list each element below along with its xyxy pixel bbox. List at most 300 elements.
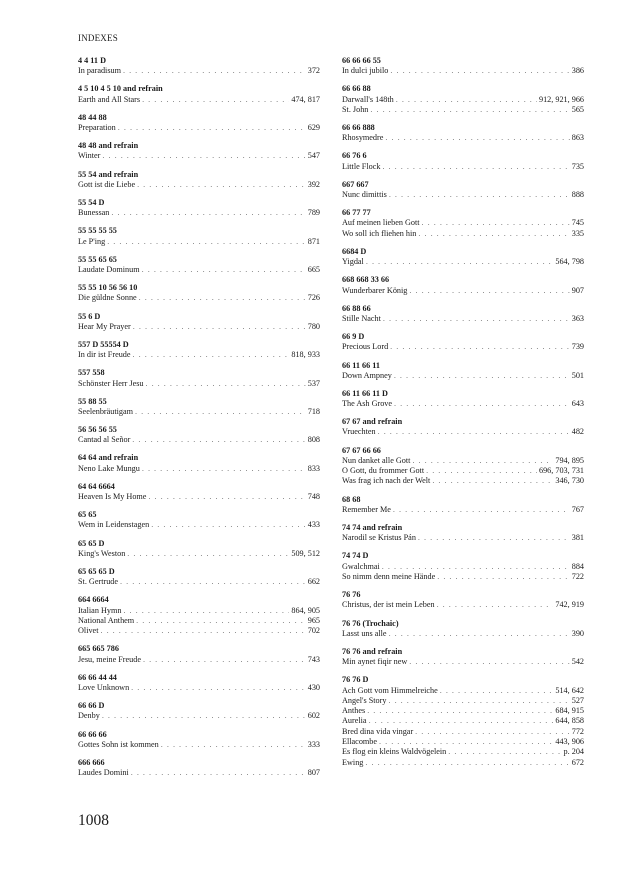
- dot-leader: [127, 549, 289, 559]
- page-reference: 863: [571, 133, 584, 143]
- tune-name: Denby: [78, 711, 100, 721]
- page-reference: 888: [571, 190, 584, 200]
- page-reference: 748: [307, 492, 320, 502]
- tune-name: Laudes Domini: [78, 768, 129, 778]
- tune-name: Angel's Story: [342, 695, 387, 705]
- page-reference: 509, 512: [291, 548, 320, 558]
- page-reference: 684, 915: [555, 706, 584, 716]
- page-reference: 392: [307, 179, 320, 189]
- meter-group: [78, 312, 320, 333]
- page-reference: 363: [571, 313, 584, 323]
- dot-leader: [390, 342, 570, 352]
- tune-name: Ach Gott vom Himmelreiche: [342, 685, 438, 695]
- meter-group: [78, 397, 320, 418]
- tune-name: Wo soll ich fliehen hin: [342, 228, 417, 238]
- tune-name: Narodil se Kristus Pán: [342, 533, 416, 543]
- tune-name: Rhosymedre: [342, 133, 384, 143]
- tune-entry: [78, 407, 320, 417]
- tune-entry: [342, 427, 584, 437]
- meter-group: [342, 389, 584, 410]
- page-reference: 372: [307, 66, 320, 76]
- tune-name: Bred dina vida vingar: [342, 726, 414, 736]
- tune-name: Anthes: [342, 706, 366, 716]
- meter-heading: 557 558: [78, 368, 105, 378]
- page-reference: 702: [307, 626, 320, 636]
- dot-leader: [137, 180, 306, 190]
- meter-group: [78, 758, 320, 779]
- dot-leader: [366, 257, 554, 267]
- meter-heading: 76 76: [342, 590, 361, 600]
- meter-heading: 4 5 10 4 5 10 and refrain: [78, 84, 163, 94]
- dot-leader: [120, 577, 306, 587]
- dot-leader: [378, 427, 570, 437]
- dot-leader: [382, 562, 570, 572]
- tune-name: Wunderbarer König: [342, 285, 408, 295]
- meter-heading: 55 54 D: [78, 197, 105, 207]
- tune-entry: [78, 95, 320, 105]
- tune-entry: [78, 151, 320, 161]
- tune-entry: [342, 162, 584, 172]
- dot-leader: [394, 371, 570, 381]
- meter-heading: 557 D 55554 D: [78, 339, 129, 349]
- tune-name: Gott ist die Liebe: [78, 179, 136, 189]
- page-reference: 643: [571, 399, 584, 409]
- dot-leader: [426, 466, 537, 476]
- page-reference: 629: [307, 122, 320, 132]
- tune-entry: [342, 218, 584, 228]
- meter-group: [342, 151, 584, 172]
- dot-leader: [143, 655, 306, 665]
- page-reference: 794, 895: [555, 455, 584, 465]
- tune-entry: [78, 208, 320, 218]
- tune-entry: [342, 95, 584, 105]
- dot-leader: [394, 399, 570, 409]
- meter-group: [342, 84, 584, 115]
- dot-leader: [440, 686, 554, 696]
- tune-name: Vruechten: [342, 427, 376, 437]
- page-reference: 665: [307, 264, 320, 274]
- meter-heading: 6684 D: [342, 246, 367, 256]
- dot-leader: [132, 435, 305, 445]
- dot-leader: [133, 350, 290, 360]
- tune-name: Laudate Dominum: [78, 264, 140, 274]
- meter-group: [342, 647, 584, 668]
- dot-leader: [369, 716, 554, 726]
- tune-entry: [342, 286, 584, 296]
- tune-entry: [78, 740, 320, 750]
- meter-heading: 55 55 10 56 56 10: [78, 283, 138, 293]
- dot-leader: [123, 66, 306, 76]
- tune-name: Min aynet fiqir new: [342, 657, 408, 667]
- tune-name: Cantad al Señor: [78, 435, 131, 445]
- dot-leader: [133, 322, 306, 332]
- tune-entry: [78, 123, 320, 133]
- tune-entry: [78, 379, 320, 389]
- page-reference: 514, 642: [555, 685, 584, 695]
- meter-group: [78, 84, 320, 105]
- tune-name: Schönster Herr Jesu: [78, 378, 144, 388]
- tune-entry: [78, 66, 320, 76]
- tune-entry: [78, 293, 320, 303]
- meter-heading: 67 67 66 66: [342, 445, 381, 455]
- meter-heading: 66 66 D: [78, 701, 105, 711]
- meter-heading: 56 56 56 55: [78, 425, 117, 435]
- page-reference: 386: [571, 66, 584, 76]
- dot-leader: [142, 464, 306, 474]
- meter-group: [342, 590, 584, 611]
- tune-entry: [78, 350, 320, 360]
- tune-entry: [342, 190, 584, 200]
- meter-group: [342, 551, 584, 582]
- dot-leader: [418, 533, 570, 543]
- tune-name: Darwall's 148th: [342, 94, 394, 104]
- page-reference: p. 204: [563, 747, 584, 757]
- tune-entry: [78, 322, 320, 332]
- page-reference: 912, 921, 966: [538, 94, 584, 104]
- tune-name: In dulci jubilo: [342, 66, 389, 76]
- tune-name: King's Weston: [78, 548, 126, 558]
- tune-name: Winter: [78, 151, 101, 161]
- dot-leader: [151, 520, 306, 530]
- page-reference: 726: [307, 293, 320, 303]
- page-reference: 907: [571, 285, 584, 295]
- meter-group: [78, 730, 320, 751]
- page-reference: 390: [571, 628, 584, 638]
- meter-group: [78, 56, 320, 77]
- tune-name: Seelenbräutigam: [78, 406, 134, 416]
- tune-name: Stille Nacht: [342, 313, 381, 323]
- tune-name: In paradisum: [78, 66, 121, 76]
- meter-group: [78, 255, 320, 276]
- meter-heading: 48 44 88: [78, 112, 107, 122]
- meter-heading: 64 64 and refrain: [78, 453, 139, 463]
- meter-group: [342, 123, 584, 144]
- page-reference: 547: [307, 151, 320, 161]
- tune-entry: [342, 706, 584, 716]
- tune-entry: [342, 572, 584, 582]
- meter-heading: 667 667: [342, 179, 369, 189]
- tune-name: Was frag ich nach der Welt: [342, 476, 431, 486]
- dot-leader: [142, 265, 306, 275]
- dot-leader: [111, 208, 305, 218]
- meter-group: [78, 226, 320, 247]
- tune-name: Die güldne Sonne: [78, 293, 137, 303]
- tune-name: Hear My Prayer: [78, 321, 131, 331]
- dot-leader: [379, 737, 553, 747]
- page-reference: 537: [307, 378, 320, 388]
- dot-leader: [396, 95, 537, 105]
- meter-group: [342, 208, 584, 239]
- dot-leader: [432, 476, 553, 486]
- tune-entry: [342, 371, 584, 381]
- meter-heading: 66 66 66 55: [342, 56, 381, 65]
- meter-group: [78, 340, 320, 361]
- tune-entry: [342, 505, 584, 515]
- tune-entry: [78, 520, 320, 530]
- tune-entry: [342, 399, 584, 409]
- tune-entry: [78, 616, 320, 626]
- tune-name: Down Ampney: [342, 370, 392, 380]
- tune-name: Precious Lord: [342, 342, 389, 352]
- dot-leader: [448, 747, 561, 757]
- tune-name: Love Unknown: [78, 683, 130, 692]
- dot-leader: [139, 293, 306, 303]
- page-reference: 430: [307, 683, 320, 692]
- meter-heading: 68 68: [342, 494, 361, 504]
- tune-entry: [78, 577, 320, 587]
- dot-leader: [389, 190, 570, 200]
- meter-heading: 664 6664: [78, 595, 109, 605]
- meter-heading: 55 88 55: [78, 396, 107, 406]
- tune-name: Aurelia: [342, 716, 367, 726]
- dot-leader: [390, 66, 569, 76]
- page-reference: 381: [571, 533, 584, 543]
- tune-entry: [342, 342, 584, 352]
- page-reference: 807: [307, 768, 320, 778]
- page-reference: 333: [307, 739, 320, 749]
- meter-group: [342, 619, 584, 640]
- meter-heading: 66 9 D: [342, 332, 365, 342]
- dot-leader: [370, 105, 569, 115]
- dot-leader: [118, 123, 306, 133]
- page-reference: 565: [571, 104, 584, 114]
- page-reference: 527: [571, 695, 584, 705]
- meter-group: [78, 368, 320, 389]
- meter-group: [342, 675, 584, 768]
- tune-entry: [78, 606, 320, 616]
- tune-name: National Anthem: [78, 615, 135, 625]
- dot-leader: [161, 740, 306, 750]
- meter-group: [78, 510, 320, 531]
- meter-heading: 67 67 and refrain: [342, 417, 403, 427]
- dot-leader: [388, 696, 569, 706]
- tune-name: Gottes Sohn ist kommen: [78, 739, 159, 749]
- tune-name: St. John: [342, 104, 369, 114]
- tune-entry: [78, 237, 320, 247]
- tune-entry: [342, 314, 584, 324]
- dot-leader: [131, 683, 306, 693]
- dot-leader: [382, 162, 569, 172]
- meter-heading: 66 66 888: [342, 123, 375, 133]
- page-reference: 335: [571, 228, 584, 238]
- tune-name: Yigdal: [342, 257, 364, 267]
- meter-group: [342, 304, 584, 325]
- dot-leader: [148, 492, 305, 502]
- dot-leader: [131, 768, 306, 778]
- tune-entry: [342, 686, 584, 696]
- meter-group: [342, 275, 584, 296]
- tune-entry: [342, 758, 584, 768]
- meter-heading: 66 88 66: [342, 303, 371, 313]
- meter-heading: 76 76 and refrain: [342, 646, 403, 656]
- tune-entry: [342, 66, 584, 76]
- tune-entry: [342, 476, 584, 486]
- page-reference: 808: [307, 435, 320, 445]
- page-reference: 501: [571, 370, 584, 380]
- page-reference: 789: [307, 208, 320, 218]
- meter-group: [342, 523, 584, 544]
- page-reference: 745: [571, 218, 584, 228]
- meter-heading: 665 665 786: [78, 644, 119, 654]
- meter-heading: 4 4 11 D: [78, 56, 106, 65]
- page-reference: 965: [307, 615, 320, 625]
- tune-name: Nun danket alle Gott: [342, 455, 411, 465]
- page-reference: 696, 703, 731: [538, 466, 584, 476]
- page-reference: 482: [571, 427, 584, 437]
- left-column: [78, 56, 320, 786]
- page-reference: 735: [571, 161, 584, 171]
- tune-name: Olivet: [78, 626, 99, 636]
- tune-name: Nunc dimittis: [342, 190, 387, 200]
- tune-entry: [78, 435, 320, 445]
- meter-heading: 66 66 88: [342, 84, 371, 94]
- tune-entry: [78, 464, 320, 474]
- meter-heading: 76 76 (Trochaic): [342, 618, 399, 628]
- tune-entry: [342, 229, 584, 239]
- page-reference: 564, 798: [555, 257, 584, 267]
- dot-leader: [102, 151, 305, 161]
- page-reference: 433: [307, 520, 320, 530]
- tune-name: Heaven Is My Home: [78, 492, 147, 502]
- meter-group: [342, 495, 584, 516]
- dot-leader: [409, 657, 569, 667]
- tune-entry: [342, 716, 584, 726]
- meter-group: [342, 56, 584, 77]
- dot-leader: [142, 95, 289, 105]
- page-reference: 542: [571, 657, 584, 667]
- meter-heading: 55 55 55 55: [78, 226, 117, 236]
- meter-heading: 66 76 6: [342, 151, 367, 161]
- meter-group: [78, 141, 320, 162]
- meter-group: [78, 482, 320, 503]
- dot-leader: [393, 505, 570, 515]
- meter-heading: 666 666: [78, 757, 105, 767]
- tune-entry: [342, 466, 584, 476]
- page-reference: 443, 906: [555, 736, 584, 746]
- tune-name: Gwalchmai: [342, 561, 380, 571]
- tune-entry: [78, 492, 320, 502]
- meter-heading: 74 74 and refrain: [342, 523, 403, 533]
- meter-group: [78, 595, 320, 636]
- tune-name: Bunessan: [78, 208, 110, 218]
- dot-leader: [385, 133, 569, 143]
- tune-entry: [78, 626, 320, 636]
- page-reference: 474, 817: [291, 94, 320, 104]
- page-reference: 767: [571, 504, 584, 514]
- tune-entry: [78, 683, 320, 693]
- meter-heading: 66 11 66 11 D: [342, 388, 388, 398]
- tune-name: Lasst uns alle: [342, 628, 387, 638]
- page-reference: 662: [307, 577, 320, 587]
- dot-leader: [383, 314, 570, 324]
- meter-heading: 65 65 65 D: [78, 567, 115, 577]
- tune-name: Remember Me: [342, 504, 391, 514]
- page-reference: 739: [571, 342, 584, 352]
- dot-leader: [145, 379, 305, 389]
- tune-entry: [78, 711, 320, 721]
- meter-group: [342, 417, 584, 438]
- dot-leader: [418, 229, 569, 239]
- tune-name: So nimm denn meine Hände: [342, 571, 436, 581]
- page-reference: 602: [307, 711, 320, 721]
- meter-group: [78, 567, 320, 588]
- dot-leader: [389, 629, 570, 639]
- right-column: [342, 56, 584, 776]
- dot-leader: [422, 218, 570, 228]
- tune-name: Little Flock: [342, 161, 381, 171]
- dot-leader: [415, 727, 570, 737]
- tune-entry: [342, 657, 584, 667]
- meter-heading: 55 54 and refrain: [78, 169, 139, 179]
- meter-heading: 74 74 D: [342, 551, 369, 561]
- meter-group: [78, 170, 320, 191]
- tune-entry: [78, 655, 320, 665]
- tune-name: Le P'ing: [78, 236, 106, 246]
- meter-group: [78, 701, 320, 722]
- page-reference: 644, 858: [555, 716, 584, 726]
- dot-leader: [437, 600, 554, 610]
- page-reference: 743: [307, 654, 320, 664]
- tune-name: The Ash Grove: [342, 399, 393, 409]
- meter-group: [78, 453, 320, 474]
- dot-leader: [100, 626, 305, 636]
- dot-leader: [136, 616, 306, 626]
- tune-name: Preparation: [78, 122, 116, 132]
- tune-name: Es flog ein kleins Waldvögelein: [342, 747, 447, 757]
- tune-entry: [342, 257, 584, 267]
- meter-heading: 66 66 66: [78, 729, 107, 739]
- page-reference: 780: [307, 321, 320, 331]
- tune-name: O Gott, du frommer Gott: [342, 466, 425, 476]
- dot-leader: [437, 572, 569, 582]
- meter-heading: 55 6 D: [78, 311, 101, 321]
- page-reference: 772: [571, 726, 584, 736]
- meter-heading: 66 77 77: [342, 208, 371, 218]
- page-reference: 864, 905: [291, 605, 320, 615]
- meter-group: [342, 180, 584, 201]
- meter-group: [78, 539, 320, 560]
- tune-name: Ewing: [342, 757, 364, 767]
- meter-group: [342, 247, 584, 268]
- page-reference: 672: [571, 757, 584, 767]
- meter-group: [78, 113, 320, 134]
- meter-group: [342, 332, 584, 353]
- meter-heading: 668 668 33 66: [342, 275, 390, 285]
- dot-leader: [135, 407, 306, 417]
- tune-name: Neno Lake Mungu: [78, 463, 140, 473]
- meter-heading: 66 66 44 44: [78, 672, 117, 682]
- tune-entry: [342, 456, 584, 466]
- dot-leader: [409, 286, 569, 296]
- tune-name: Christus, der ist mein Leben: [342, 600, 435, 610]
- meter-heading: 64 64 6664: [78, 481, 115, 491]
- meter-group: [78, 283, 320, 304]
- meter-heading: 48 48 and refrain: [78, 141, 139, 151]
- tune-entry: [78, 768, 320, 778]
- meter-group: [78, 673, 320, 694]
- dot-leader: [365, 758, 569, 768]
- tune-entry: [342, 600, 584, 610]
- page-reference: 742, 919: [555, 600, 584, 610]
- meter-heading: 55 55 65 65: [78, 254, 117, 264]
- tune-entry: [342, 696, 584, 706]
- tune-entry: [78, 265, 320, 275]
- tune-entry: [342, 747, 584, 757]
- tune-entry: [78, 180, 320, 190]
- meter-group: [78, 198, 320, 219]
- dot-leader: [123, 606, 289, 616]
- tune-name: Earth and All Stars: [78, 94, 141, 104]
